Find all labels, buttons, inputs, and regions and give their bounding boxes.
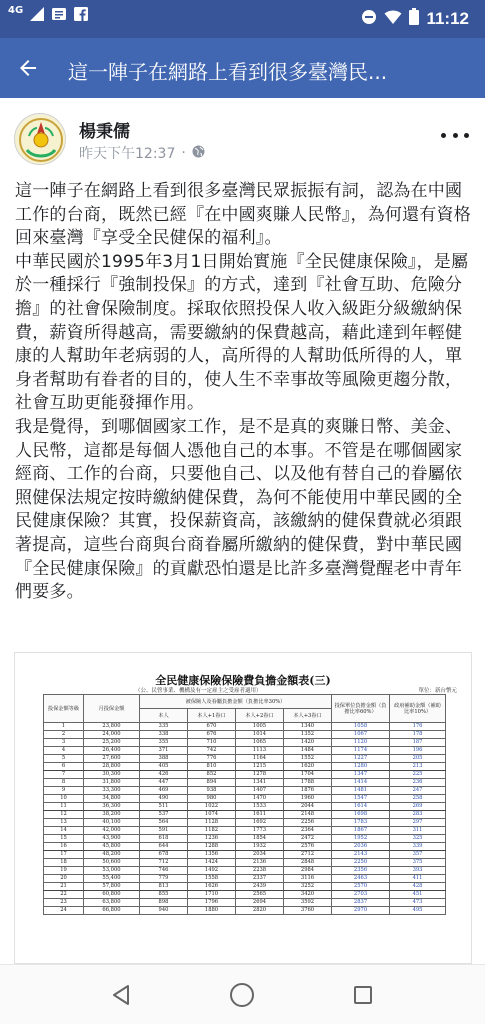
cell-government: 473 <box>390 899 446 907</box>
cell-employer: 2250 <box>332 859 390 867</box>
arrow-left-icon <box>16 56 40 80</box>
cell-plus2: 1407 <box>236 787 284 795</box>
cell-plus3: 3760 <box>284 907 332 915</box>
cell-government: 205 <box>390 755 446 763</box>
cell-self: 447 <box>140 779 188 787</box>
cell-government: 357 <box>390 851 446 859</box>
cell-plus1: 1074 <box>188 811 236 819</box>
cell-plus1: 980 <box>188 795 236 803</box>
cell-salary: 23,800 <box>84 723 140 731</box>
cell-employer: 1414 <box>332 779 390 787</box>
cell-salary: 34,800 <box>84 795 140 803</box>
cell-plus1: 670 <box>188 723 236 731</box>
cell-government: 411 <box>390 875 446 883</box>
cell-government: 375 <box>390 859 446 867</box>
table-row <box>44 739 446 747</box>
cell-salary: 55,400 <box>84 875 140 883</box>
cell-plus2: 1065 <box>236 739 284 747</box>
header-insured-group: 被保險人及眷屬負擔金額（負擔比率30%） <box>140 695 332 709</box>
cell-self: 940 <box>140 907 188 915</box>
cell-salary: 63,800 <box>84 899 140 907</box>
status-left <box>8 6 89 26</box>
cell-plus3: 1788 <box>284 779 332 787</box>
cell-self: 335 <box>140 723 188 731</box>
avatar[interactable] <box>14 113 66 165</box>
cell-plus2: 1005 <box>236 723 284 731</box>
cell-plus3: 2472 <box>284 835 332 843</box>
cell-self: 644 <box>140 843 188 851</box>
cell-plus3: 1960 <box>284 795 332 803</box>
cell-government: 269 <box>390 803 446 811</box>
table-body <box>44 723 446 915</box>
cell-salary: 45,800 <box>84 843 140 851</box>
cell-plus1: 894 <box>188 779 236 787</box>
cell-plus1: 1288 <box>188 843 236 851</box>
table-row <box>44 867 446 875</box>
more-options-button[interactable] <box>441 128 469 142</box>
cell-self: 355 <box>140 739 188 747</box>
cell-salary: 60,800 <box>84 891 140 899</box>
cell-government: 196 <box>390 747 446 755</box>
cell-plus3: 1876 <box>284 787 332 795</box>
cell-grade: 19 <box>44 867 84 875</box>
table-row <box>44 835 446 843</box>
cell-employer: 1698 <box>332 811 390 819</box>
table-subtitle: （公、民營事業、機構及有一定雇主之受雇者適用） <box>135 688 262 694</box>
cell-government: 187 <box>390 739 446 747</box>
cell-employer: 1227 <box>332 755 390 763</box>
cell-plus1: 810 <box>188 763 236 771</box>
cell-plus3: 1420 <box>284 739 332 747</box>
cell-employer: 2463 <box>332 875 390 883</box>
cell-grade: 6 <box>44 763 84 771</box>
signal-icon <box>29 6 45 26</box>
cell-self: 490 <box>140 795 188 803</box>
post-meta <box>79 143 205 163</box>
cell-government: 258 <box>390 795 446 803</box>
table-row <box>44 875 446 883</box>
cell-grade: 23 <box>44 899 84 907</box>
cell-self: 712 <box>140 859 188 867</box>
table-row <box>44 795 446 803</box>
battery-icon <box>409 8 419 29</box>
back-button[interactable] <box>12 52 44 84</box>
cell-government: 176 <box>390 723 446 731</box>
cell-employer: 2970 <box>332 907 390 915</box>
network-type: 4G <box>8 5 24 16</box>
cell-employer: 1174 <box>332 747 390 755</box>
message-icon <box>51 6 67 26</box>
table-row <box>44 723 446 731</box>
cell-plus1: 1626 <box>188 883 236 891</box>
table-row <box>44 899 446 907</box>
cell-plus3: 3116 <box>284 875 332 883</box>
cell-plus2: 1164 <box>236 755 284 763</box>
cell-government: 178 <box>390 731 446 739</box>
cell-government: 428 <box>390 883 446 891</box>
status-bar <box>0 0 485 38</box>
header-plus2: 本人+2眷口 <box>236 709 284 723</box>
cell-self: 564 <box>140 819 188 827</box>
nav-back-button[interactable] <box>107 981 135 1009</box>
cell-employer: 1347 <box>332 771 390 779</box>
cell-plus3: 2712 <box>284 851 332 859</box>
cell-plus2: 2238 <box>236 867 284 875</box>
cell-salary: 24,000 <box>84 731 140 739</box>
cell-plus3: 2364 <box>284 827 332 835</box>
cell-salary: 36,300 <box>84 803 140 811</box>
cell-employer: 1120 <box>332 739 390 747</box>
cell-government: 325 <box>390 835 446 843</box>
cell-grade: 2 <box>44 731 84 739</box>
table-row <box>44 811 446 819</box>
table-row <box>44 827 446 835</box>
cell-employer: 1952 <box>332 835 390 843</box>
cell-government: 311 <box>390 827 446 835</box>
cell-employer: 1547 <box>332 795 390 803</box>
cell-plus3: 2148 <box>284 811 332 819</box>
cell-self: 426 <box>140 771 188 779</box>
cell-self: 388 <box>140 755 188 763</box>
page-title: 這一陣子在網路上看到很多臺灣民... <box>68 60 388 84</box>
cell-grade: 10 <box>44 795 84 803</box>
post-text <box>15 180 475 605</box>
cell-plus2: 2439 <box>236 883 284 891</box>
cell-self: 813 <box>140 883 188 891</box>
table-row <box>44 859 446 867</box>
table-row <box>44 851 446 859</box>
cell-plus1: 938 <box>188 787 236 795</box>
cell-plus1: 1710 <box>188 891 236 899</box>
cell-salary: 26,400 <box>84 747 140 755</box>
cell-self: 618 <box>140 835 188 843</box>
table-row <box>44 819 446 827</box>
cell-grade: 8 <box>44 779 84 787</box>
cell-salary: 25,200 <box>84 739 140 747</box>
cell-plus2: 1215 <box>236 763 284 771</box>
cell-plus3: 1552 <box>284 755 332 763</box>
cell-plus2: 1773 <box>236 827 284 835</box>
table-row <box>44 843 446 851</box>
cell-self: 338 <box>140 731 188 739</box>
cell-grade: 13 <box>44 819 84 827</box>
cell-grade: 24 <box>44 907 84 915</box>
cell-employer: 1783 <box>332 819 390 827</box>
profile-emblem-icon <box>15 114 66 165</box>
table-row <box>44 803 446 811</box>
cell-government: 393 <box>390 867 446 875</box>
cell-salary: 42,000 <box>84 827 140 835</box>
cell-plus2: 2820 <box>236 907 284 915</box>
cell-plus1: 742 <box>188 747 236 755</box>
cell-plus2: 1692 <box>236 819 284 827</box>
clock: 11:12 <box>426 8 469 28</box>
cell-plus2: 1470 <box>236 795 284 803</box>
dot-icon <box>453 133 458 138</box>
cell-grade: 3 <box>44 739 84 747</box>
cell-salary: 66,800 <box>84 907 140 915</box>
cell-self: 898 <box>140 899 188 907</box>
cell-plus2: 2565 <box>236 891 284 899</box>
dot-icon <box>441 133 446 138</box>
cell-self: 779 <box>140 875 188 883</box>
cell-plus1: 710 <box>188 739 236 747</box>
cell-plus2: 1611 <box>236 811 284 819</box>
cell-plus3: 1620 <box>284 763 332 771</box>
cell-employer: 2570 <box>332 883 390 891</box>
post-timestamp[interactable]: 昨天下午12:37 <box>79 146 176 162</box>
cell-plus2: 1932 <box>236 843 284 851</box>
table-row <box>44 755 446 763</box>
cell-grade: 14 <box>44 827 84 835</box>
cell-employer: 1481 <box>332 787 390 795</box>
cell-government: 283 <box>390 811 446 819</box>
cell-grade: 21 <box>44 883 84 891</box>
table-unit: 單位：新台幣元 <box>418 688 457 694</box>
cell-employer: 1058 <box>332 723 390 731</box>
post-paragraph-3: 我是覺得，到哪個國家工作，是不是真的爽賺日幣、美金、人民幣，這都是每個人憑他自己的本事。不管是在哪個國家經商、工作的台商，只要他自己、以及他有替自己的眷屬依照健保法規定按時繳納健保費，為何不能使用中華民國的全民健康保險？其實，投保薪資高，該繳納的健保費就必須跟著提高，這些台商與台商眷屬所繳納的健保費，對中華民國『全民健康保險』的貢獻恐怕還是比許多臺灣覺醒老中青年們要多。 <box>15 416 463 603</box>
cell-plus2: 1533 <box>236 803 284 811</box>
cell-plus2: 1014 <box>236 731 284 739</box>
cell-plus1: 776 <box>188 755 236 763</box>
header-plus1: 本人+1眷口 <box>188 709 236 723</box>
cell-plus3: 2044 <box>284 803 332 811</box>
cell-self: 469 <box>140 787 188 795</box>
meta-separator: · <box>181 145 186 161</box>
cell-grade: 1 <box>44 723 84 731</box>
cell-self: 511 <box>140 803 188 811</box>
cell-government: 225 <box>390 771 446 779</box>
cell-plus3: 2984 <box>284 867 332 875</box>
cell-salary: 27,600 <box>84 755 140 763</box>
header-self: 本人 <box>140 709 188 723</box>
cell-government: 451 <box>390 891 446 899</box>
table-title: 全民健康保險保險費負擔金額表(三) <box>155 674 331 687</box>
cell-plus1: 1022 <box>188 803 236 811</box>
cell-plus2: 2136 <box>236 859 284 867</box>
nav-home-button[interactable] <box>228 981 256 1009</box>
cell-employer: 1614 <box>332 803 390 811</box>
cell-grade: 9 <box>44 787 84 795</box>
cell-plus3: 1352 <box>284 731 332 739</box>
cell-employer: 2837 <box>332 899 390 907</box>
table-row <box>44 779 446 787</box>
table-row <box>44 771 446 779</box>
table-row <box>44 731 446 739</box>
post-attachment-image[interactable] <box>14 652 472 964</box>
table-row <box>44 787 446 795</box>
post-author[interactable]: 楊秉儒 <box>79 122 130 142</box>
cell-self: 371 <box>140 747 188 755</box>
cell-plus3: 1704 <box>284 771 332 779</box>
cell-grade: 17 <box>44 851 84 859</box>
home-icon <box>229 982 255 1008</box>
header-salary: 月投保金額 <box>84 695 140 723</box>
cell-plus1: 852 <box>188 771 236 779</box>
cell-salary: 57,800 <box>84 883 140 891</box>
cell-plus2: 2694 <box>236 899 284 907</box>
cell-plus1: 1558 <box>188 875 236 883</box>
cell-self: 591 <box>140 827 188 835</box>
cell-government: 297 <box>390 819 446 827</box>
cell-plus3: 1484 <box>284 747 332 755</box>
table-row <box>44 891 446 899</box>
cell-plus2: 1113 <box>236 747 284 755</box>
system-nav-bar <box>0 964 485 1024</box>
cell-self: 746 <box>140 867 188 875</box>
cell-government: 236 <box>390 779 446 787</box>
cell-plus2: 1341 <box>236 779 284 787</box>
cell-self: 678 <box>140 851 188 859</box>
status-right <box>361 8 469 29</box>
cell-employer: 2356 <box>332 867 390 875</box>
header-plus3: 本人+3眷口 <box>284 709 332 723</box>
cell-plus3: 2576 <box>284 843 332 851</box>
cell-salary: 31,800 <box>84 779 140 787</box>
globe-icon <box>192 145 205 162</box>
cell-grade: 16 <box>44 843 84 851</box>
app-bar <box>0 38 485 98</box>
cell-salary: 30,300 <box>84 771 140 779</box>
cell-grade: 18 <box>44 859 84 867</box>
cell-plus1: 676 <box>188 731 236 739</box>
cell-self: 855 <box>140 891 188 899</box>
header-grade: 投保金額等級 <box>44 695 84 723</box>
cell-plus1: 1424 <box>188 859 236 867</box>
cell-grade: 20 <box>44 875 84 883</box>
cell-grade: 15 <box>44 835 84 843</box>
wifi-icon <box>384 9 402 29</box>
cell-salary: 50,600 <box>84 859 140 867</box>
cell-employer: 1280 <box>332 763 390 771</box>
cell-grade: 22 <box>44 891 84 899</box>
cell-plus1: 1128 <box>188 819 236 827</box>
table-row <box>44 907 446 915</box>
back-icon <box>110 983 132 1007</box>
cell-salary: 48,200 <box>84 851 140 859</box>
cell-plus3: 2256 <box>284 819 332 827</box>
cell-grade: 7 <box>44 771 84 779</box>
premium-table <box>43 694 446 915</box>
facebook-icon <box>73 6 89 26</box>
cell-salary: 43,900 <box>84 835 140 843</box>
cell-salary: 53,000 <box>84 867 140 875</box>
nav-recents-button[interactable] <box>349 981 377 1009</box>
cell-plus2: 1278 <box>236 771 284 779</box>
cell-government: 495 <box>390 907 446 915</box>
cell-plus2: 1854 <box>236 835 284 843</box>
cell-plus1: 1182 <box>188 827 236 835</box>
cell-plus2: 2034 <box>236 851 284 859</box>
dot-icon <box>464 133 469 138</box>
cell-grade: 11 <box>44 803 84 811</box>
header-employer: 投保單位負擔金額（負擔比率60%） <box>332 695 390 723</box>
cell-grade: 5 <box>44 755 84 763</box>
cell-government: 247 <box>390 787 446 795</box>
cell-employer: 2143 <box>332 851 390 859</box>
cell-plus1: 1492 <box>188 867 236 875</box>
cell-grade: 4 <box>44 747 84 755</box>
table-row <box>44 763 446 771</box>
cell-self: 405 <box>140 763 188 771</box>
cell-salary: 33,300 <box>84 787 140 795</box>
cell-salary: 28,800 <box>84 763 140 771</box>
cell-employer: 1867 <box>332 827 390 835</box>
cell-employer: 2036 <box>332 843 390 851</box>
post-paragraph-1: 這一陣子在網路上看到很多臺灣民眾振振有詞，認為在中國工作的台商，既然已經『在中國爽賺人民幣』，為何還有資格回來臺灣『享受全民健保的福利』。 <box>15 181 471 249</box>
cell-salary: 40,100 <box>84 819 140 827</box>
recents-icon <box>352 984 374 1006</box>
cell-plus3: 1340 <box>284 723 332 731</box>
table-row <box>44 883 446 891</box>
table-row <box>44 747 446 755</box>
cell-employer: 2703 <box>332 891 390 899</box>
header-government: 政府補助金額（補助比率10%） <box>390 695 446 723</box>
cell-grade: 12 <box>44 811 84 819</box>
cell-government: 339 <box>390 843 446 851</box>
cell-plus1: 1796 <box>188 899 236 907</box>
cell-plus3: 2848 <box>284 859 332 867</box>
cell-salary: 38,200 <box>84 811 140 819</box>
do-not-disturb-icon <box>361 9 377 29</box>
cell-employer: 1067 <box>332 731 390 739</box>
cell-plus1: 1236 <box>188 835 236 843</box>
cell-plus1: 1880 <box>188 907 236 915</box>
cell-self: 537 <box>140 811 188 819</box>
cell-plus3: 3420 <box>284 891 332 899</box>
cell-government: 213 <box>390 763 446 771</box>
cell-plus2: 2337 <box>236 875 284 883</box>
post-paragraph-2: 中華民國於1995年3月1日開始實施『全民健康保險』，是屬於一種採行『強制投保』的方式，達到『社會互助、危險分擔』的社會保險制度。採取依照投保人收入級距分級繳納保費，薪資所得越高，需要繳納的保費越高，藉此達到年輕健康的人幫助年老病弱的人，高所得的人幫助低所得的人，單身者幫助有眷者的目的，使人生不幸事故等風險更趨分散，社會互助更能發揮作用。 <box>15 251 469 414</box>
cell-plus3: 3252 <box>284 883 332 891</box>
cell-plus1: 1356 <box>188 851 236 859</box>
cell-plus3: 3592 <box>284 899 332 907</box>
